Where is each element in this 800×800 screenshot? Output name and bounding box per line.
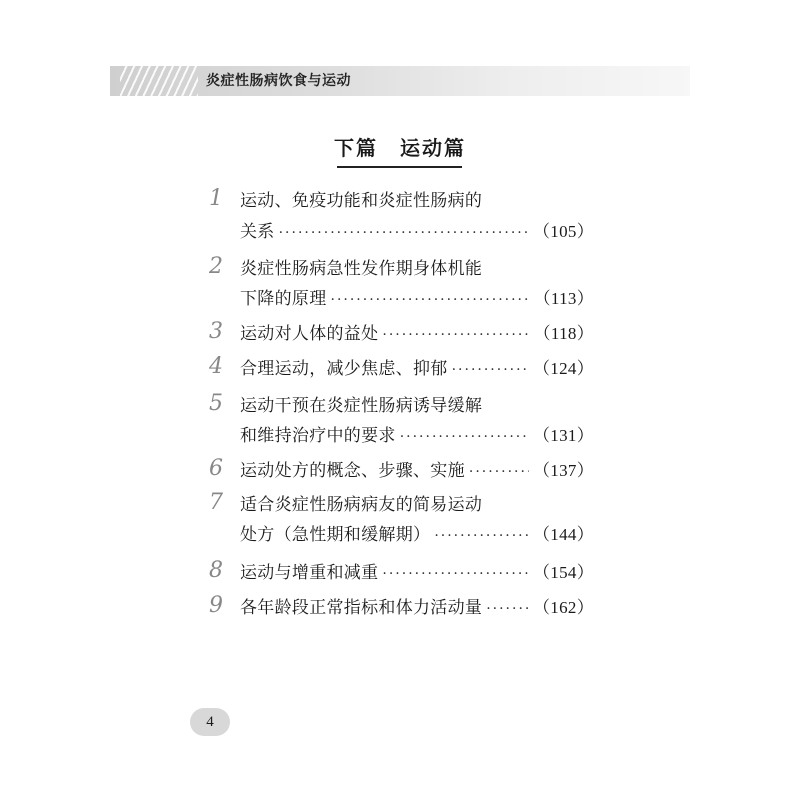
entry-title-line2 — [240, 286, 594, 312]
entry-number: 6 — [209, 456, 223, 481]
leader-dots — [452, 357, 529, 383]
entry-page: （124） — [533, 359, 594, 378]
entry-title-line1 — [240, 458, 594, 484]
entry-number: 7 — [209, 490, 223, 515]
entry-page: （131） — [533, 426, 594, 445]
entry-title-line1 — [240, 560, 594, 586]
entry-title-text: 合理运动，减少焦虑、抑郁 — [240, 359, 448, 379]
entry-number: 8 — [209, 558, 223, 583]
entry-title-text: 运动处方的概念、步骤、实施 — [240, 461, 465, 481]
entry-page: （154） — [533, 563, 594, 582]
entry-title-text: 各年龄段正常指标和体力活动量 — [240, 598, 483, 618]
entry-page: （144） — [533, 525, 594, 544]
entry-title-text: 运动对人体的益处 — [240, 324, 379, 344]
page-number-badge: 4 — [190, 708, 230, 736]
leader-dots — [331, 287, 530, 313]
entry-title-text: 下降的原理 — [240, 289, 327, 309]
entry-title-line1: 炎症性肠病急性发作期身体机能 — [240, 259, 483, 279]
entry-page: （137） — [533, 461, 594, 480]
entry-title-text: 关系 — [240, 222, 275, 242]
entry-title-text: 运动与增重和减重 — [240, 563, 379, 583]
leader-dots — [279, 220, 529, 246]
entry-title-text: 和维持治疗中的要求 — [240, 426, 396, 446]
leader-dots — [400, 424, 529, 450]
entry-title-line1: 运动、免疫功能和炎症性肠病的 — [240, 191, 483, 211]
leader-dots — [382, 561, 529, 587]
entry-number: 5 — [209, 391, 223, 416]
entry-page: （118） — [533, 324, 594, 343]
entry-title-line1 — [240, 595, 594, 621]
section-title: 下篇 运动篇 — [334, 136, 466, 160]
leader-dots — [486, 596, 529, 622]
entry-title-line2 — [240, 522, 594, 548]
entry-number: 4 — [209, 354, 223, 379]
entry-page: （105） — [533, 222, 594, 241]
entry-number: 3 — [209, 319, 223, 344]
leader-dots — [469, 459, 529, 485]
entry-title-text: 处方（急性期和缓解期） — [240, 525, 431, 545]
entry-page: （113） — [533, 289, 594, 308]
running-title: 炎症性肠病饮食与运动 — [206, 73, 351, 89]
entry-page: （162） — [533, 598, 594, 617]
entry-number: 1 — [209, 186, 223, 211]
leader-dots — [434, 523, 529, 549]
entry-title-line2 — [240, 423, 594, 449]
entry-title-line1: 运动干预在炎症性肠病诱导缓解 — [240, 396, 483, 416]
entry-title-line1: 适合炎症性肠病病友的简易运动 — [240, 495, 483, 515]
leader-dots — [382, 322, 529, 348]
entry-title-line1 — [240, 321, 594, 347]
entry-number: 2 — [209, 254, 223, 279]
entry-number: 9 — [209, 593, 223, 618]
entry-title-line1 — [240, 356, 594, 382]
entry-title-line2 — [240, 219, 594, 245]
